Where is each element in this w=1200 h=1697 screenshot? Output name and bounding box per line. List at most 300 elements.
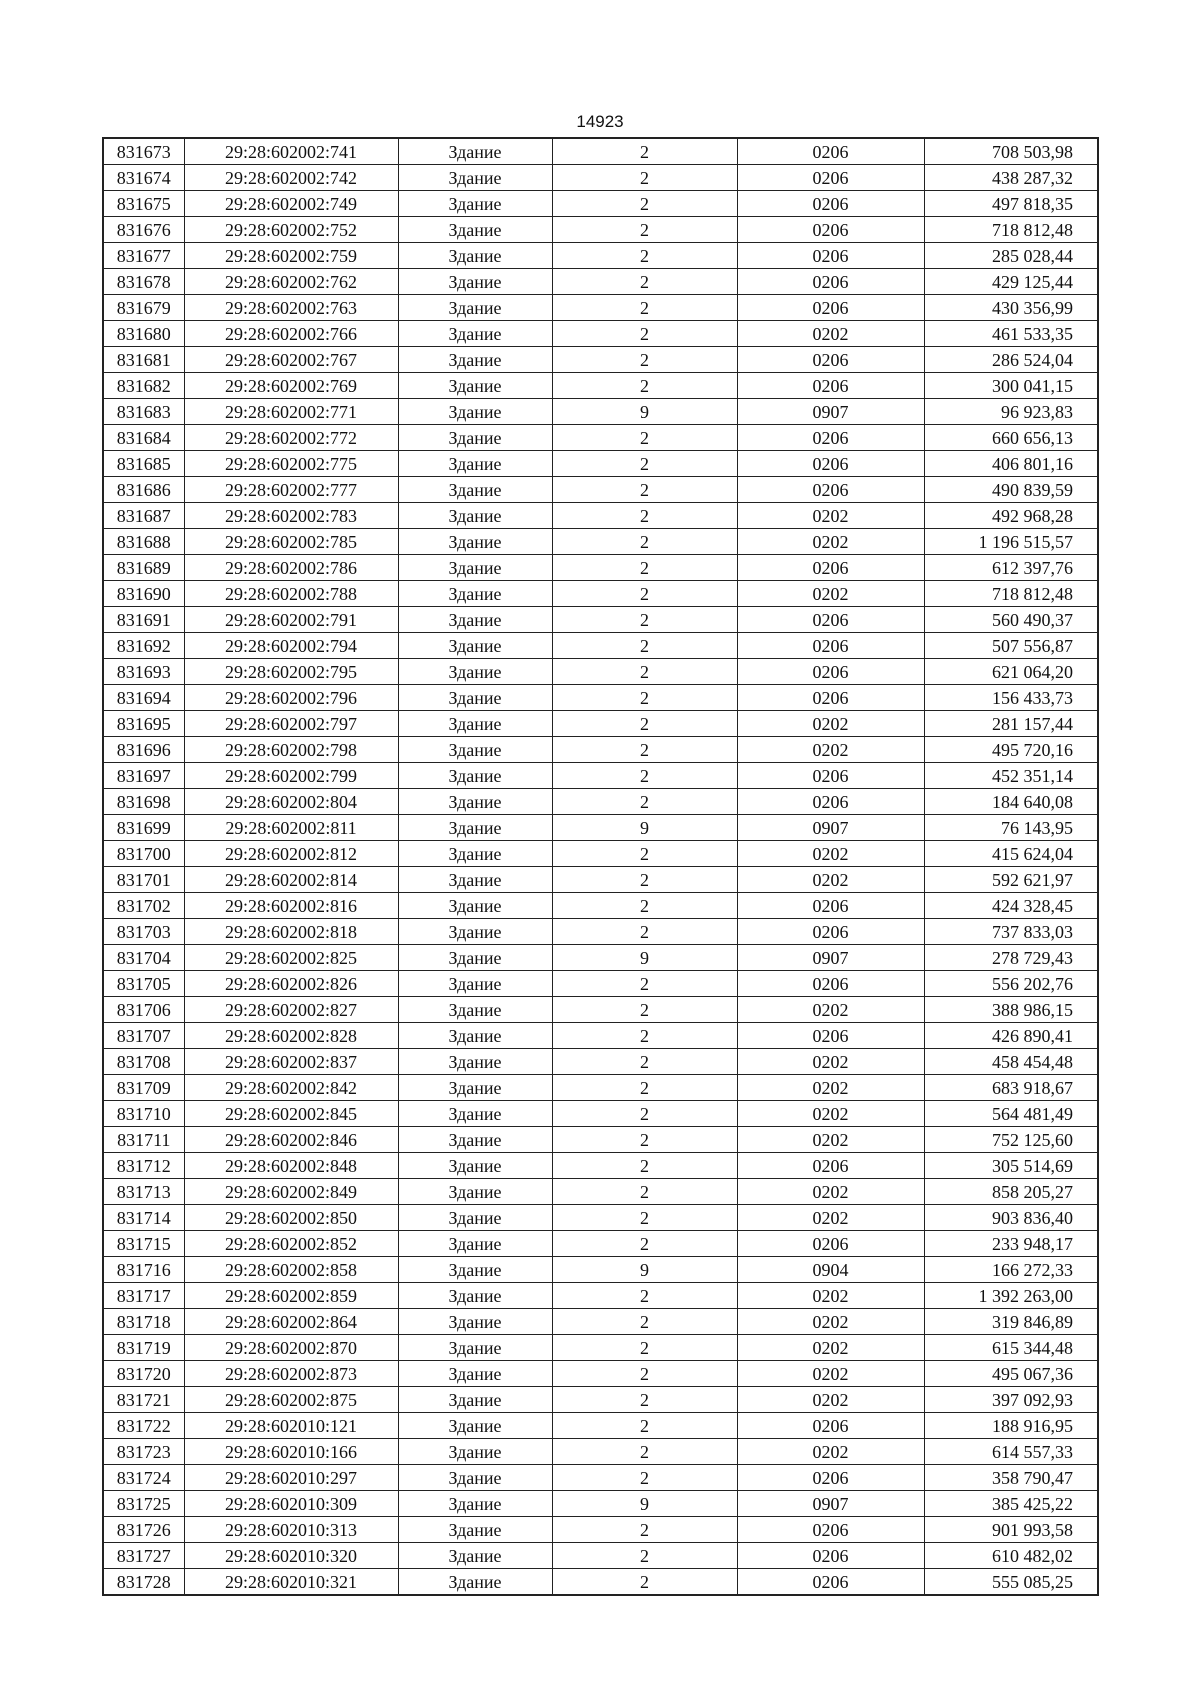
- cadastral-value-cell: 901 993,58: [924, 1517, 1098, 1543]
- group-code-cell: 2: [552, 711, 737, 737]
- subgroup-code-cell: 0907: [737, 815, 924, 841]
- row-number-cell: 831723: [103, 1439, 184, 1465]
- row-number-cell: 831688: [103, 529, 184, 555]
- table-row: [103, 477, 1098, 503]
- object-type-cell: Здание: [398, 737, 552, 763]
- cadastral-value-cell: 285 028,44: [924, 243, 1098, 269]
- row-number-cell: 831679: [103, 295, 184, 321]
- object-type-cell: Здание: [398, 893, 552, 919]
- subgroup-code-cell: 0904: [737, 1257, 924, 1283]
- object-type-cell: Здание: [398, 815, 552, 841]
- group-code-cell: 2: [552, 451, 737, 477]
- cadastral-number-cell: 29:28:602002:828: [184, 1023, 398, 1049]
- table-row: [103, 711, 1098, 737]
- cadastral-value-cell: 429 125,44: [924, 269, 1098, 295]
- object-type-cell: Здание: [398, 945, 552, 971]
- cadastral-number-cell: 29:28:602002:771: [184, 399, 398, 425]
- cadastral-number-cell: 29:28:602002:850: [184, 1205, 398, 1231]
- row-number-cell: 831727: [103, 1543, 184, 1569]
- group-code-cell: 2: [552, 1517, 737, 1543]
- table-row: [103, 1283, 1098, 1309]
- row-number-cell: 831695: [103, 711, 184, 737]
- object-type-cell: Здание: [398, 399, 552, 425]
- group-code-cell: 2: [552, 685, 737, 711]
- subgroup-code-cell: 0206: [737, 789, 924, 815]
- table-row: [103, 1075, 1098, 1101]
- subgroup-code-cell: 0206: [737, 1465, 924, 1491]
- object-type-cell: Здание: [398, 659, 552, 685]
- group-code-cell: 2: [552, 321, 737, 347]
- cadastral-number-cell: 29:28:602002:763: [184, 295, 398, 321]
- cadastral-number-cell: 29:28:602002:783: [184, 503, 398, 529]
- cadastral-value-cell: 385 425,22: [924, 1491, 1098, 1517]
- cadastral-number-cell: 29:28:602002:749: [184, 191, 398, 217]
- object-type-cell: Здание: [398, 919, 552, 945]
- cadastral-number-cell: 29:28:602002:859: [184, 1283, 398, 1309]
- group-code-cell: 2: [552, 893, 737, 919]
- cadastral-number-cell: 29:28:602010:121: [184, 1413, 398, 1439]
- cadastral-number-cell: 29:28:602002:804: [184, 789, 398, 815]
- table-row: [103, 815, 1098, 841]
- table-row: [103, 529, 1098, 555]
- table-row: [103, 919, 1098, 945]
- group-code-cell: 2: [552, 841, 737, 867]
- subgroup-code-cell: 0206: [737, 217, 924, 243]
- row-number-cell: 831702: [103, 893, 184, 919]
- object-type-cell: Здание: [398, 1569, 552, 1596]
- cadastral-number-cell: 29:28:602002:826: [184, 971, 398, 997]
- group-code-cell: 2: [552, 1231, 737, 1257]
- group-code-cell: 9: [552, 399, 737, 425]
- object-type-cell: Здание: [398, 1075, 552, 1101]
- cadastral-number-cell: 29:28:602002:873: [184, 1361, 398, 1387]
- group-code-cell: 2: [552, 1179, 737, 1205]
- cadastral-number-cell: 29:28:602002:825: [184, 945, 398, 971]
- group-code-cell: 2: [552, 789, 737, 815]
- group-code-cell: 2: [552, 1101, 737, 1127]
- group-code-cell: 2: [552, 1413, 737, 1439]
- group-code-cell: 9: [552, 1491, 737, 1517]
- row-number-cell: 831700: [103, 841, 184, 867]
- object-type-cell: Здание: [398, 685, 552, 711]
- subgroup-code-cell: 0206: [737, 269, 924, 295]
- table-row: [103, 1569, 1098, 1596]
- cadastral-value-cell: 492 968,28: [924, 503, 1098, 529]
- subgroup-code-cell: 0907: [737, 945, 924, 971]
- cadastral-value-cell: 556 202,76: [924, 971, 1098, 997]
- cadastral-value-cell: 358 790,47: [924, 1465, 1098, 1491]
- cadastral-value-cell: 430 356,99: [924, 295, 1098, 321]
- object-type-cell: Здание: [398, 971, 552, 997]
- cadastral-value-cell: 621 064,20: [924, 659, 1098, 685]
- table-row: [103, 841, 1098, 867]
- table-row: [103, 763, 1098, 789]
- group-code-cell: 2: [552, 763, 737, 789]
- subgroup-code-cell: 0206: [737, 295, 924, 321]
- table-row: [103, 373, 1098, 399]
- cadastral-value-cell: 560 490,37: [924, 607, 1098, 633]
- cadastral-value-cell: 1 196 515,57: [924, 529, 1098, 555]
- cadastral-number-cell: 29:28:602002:795: [184, 659, 398, 685]
- object-type-cell: Здание: [398, 997, 552, 1023]
- cadastral-value-table: [102, 137, 1099, 1596]
- subgroup-code-cell: 0206: [737, 165, 924, 191]
- row-number-cell: 831678: [103, 269, 184, 295]
- subgroup-code-cell: 0202: [737, 1049, 924, 1075]
- row-number-cell: 831677: [103, 243, 184, 269]
- row-number-cell: 831704: [103, 945, 184, 971]
- cadastral-number-cell: 29:28:602002:796: [184, 685, 398, 711]
- cadastral-value-cell: 415 624,04: [924, 841, 1098, 867]
- group-code-cell: 2: [552, 477, 737, 503]
- subgroup-code-cell: 0202: [737, 581, 924, 607]
- object-type-cell: Здание: [398, 711, 552, 737]
- object-type-cell: Здание: [398, 607, 552, 633]
- group-code-cell: 2: [552, 1569, 737, 1596]
- row-number-cell: 831673: [103, 138, 184, 165]
- row-number-cell: 831686: [103, 477, 184, 503]
- object-type-cell: Здание: [398, 1205, 552, 1231]
- subgroup-code-cell: 0202: [737, 503, 924, 529]
- group-code-cell: 2: [552, 191, 737, 217]
- table-row: [103, 997, 1098, 1023]
- cadastral-number-cell: 29:28:602010:320: [184, 1543, 398, 1569]
- object-type-cell: Здание: [398, 1127, 552, 1153]
- row-number-cell: 831685: [103, 451, 184, 477]
- table-row: [103, 1231, 1098, 1257]
- cadastral-number-cell: 29:28:602002:788: [184, 581, 398, 607]
- table-row: [103, 191, 1098, 217]
- table-row: [103, 685, 1098, 711]
- cadastral-value-cell: 708 503,98: [924, 138, 1098, 165]
- subgroup-code-cell: 0202: [737, 1387, 924, 1413]
- cadastral-number-cell: 29:28:602002:762: [184, 269, 398, 295]
- group-code-cell: 2: [552, 1387, 737, 1413]
- group-code-cell: 2: [552, 425, 737, 451]
- cadastral-number-cell: 29:28:602002:852: [184, 1231, 398, 1257]
- subgroup-code-cell: 0202: [737, 841, 924, 867]
- cadastral-number-cell: 29:28:602002:842: [184, 1075, 398, 1101]
- cadastral-number-cell: 29:28:602002:786: [184, 555, 398, 581]
- group-code-cell: 2: [552, 138, 737, 165]
- cadastral-value-cell: 495 067,36: [924, 1361, 1098, 1387]
- cadastral-number-cell: 29:28:602010:321: [184, 1569, 398, 1596]
- row-number-cell: 831706: [103, 997, 184, 1023]
- cadastral-value-cell: 737 833,03: [924, 919, 1098, 945]
- object-type-cell: Здание: [398, 217, 552, 243]
- subgroup-code-cell: 0202: [737, 1335, 924, 1361]
- cadastral-value-cell: 406 801,16: [924, 451, 1098, 477]
- cadastral-value-cell: 461 533,35: [924, 321, 1098, 347]
- group-code-cell: 2: [552, 555, 737, 581]
- cadastral-number-cell: 29:28:602002:752: [184, 217, 398, 243]
- object-type-cell: Здание: [398, 1413, 552, 1439]
- cadastral-number-cell: 29:28:602010:166: [184, 1439, 398, 1465]
- row-number-cell: 831728: [103, 1569, 184, 1596]
- cadastral-number-cell: 29:28:602002:759: [184, 243, 398, 269]
- object-type-cell: Здание: [398, 165, 552, 191]
- cadastral-value-cell: 903 836,40: [924, 1205, 1098, 1231]
- object-type-cell: Здание: [398, 581, 552, 607]
- cadastral-value-cell: 752 125,60: [924, 1127, 1098, 1153]
- page-number: 14923: [576, 112, 624, 131]
- cadastral-value-cell: 96 923,83: [924, 399, 1098, 425]
- cadastral-value-cell: 438 287,32: [924, 165, 1098, 191]
- subgroup-code-cell: 0202: [737, 1439, 924, 1465]
- row-number-cell: 831696: [103, 737, 184, 763]
- table-row: [103, 503, 1098, 529]
- row-number-cell: 831703: [103, 919, 184, 945]
- table-row: [103, 1101, 1098, 1127]
- table-row: [103, 893, 1098, 919]
- subgroup-code-cell: 0202: [737, 1075, 924, 1101]
- row-number-cell: 831705: [103, 971, 184, 997]
- subgroup-code-cell: 0202: [737, 737, 924, 763]
- table-row: [103, 945, 1098, 971]
- table-row: [103, 347, 1098, 373]
- table-row: [103, 581, 1098, 607]
- row-number-cell: 831722: [103, 1413, 184, 1439]
- subgroup-code-cell: 0206: [737, 685, 924, 711]
- cadastral-number-cell: 29:28:602002:798: [184, 737, 398, 763]
- cadastral-value-cell: 497 818,35: [924, 191, 1098, 217]
- table-row: [103, 1439, 1098, 1465]
- row-number-cell: 831724: [103, 1465, 184, 1491]
- object-type-cell: Здание: [398, 555, 552, 581]
- group-code-cell: 2: [552, 607, 737, 633]
- subgroup-code-cell: 0907: [737, 399, 924, 425]
- table-row: [103, 1153, 1098, 1179]
- object-type-cell: Здание: [398, 1153, 552, 1179]
- object-type-cell: Здание: [398, 1517, 552, 1543]
- row-number-cell: 831675: [103, 191, 184, 217]
- group-code-cell: 2: [552, 347, 737, 373]
- table-row: [103, 633, 1098, 659]
- row-number-cell: 831687: [103, 503, 184, 529]
- row-number-cell: 831689: [103, 555, 184, 581]
- subgroup-code-cell: 0202: [737, 711, 924, 737]
- object-type-cell: Здание: [398, 529, 552, 555]
- object-type-cell: Здание: [398, 373, 552, 399]
- table-row: [103, 425, 1098, 451]
- subgroup-code-cell: 0206: [737, 1023, 924, 1049]
- table-row: [103, 867, 1098, 893]
- table-row: [103, 451, 1098, 477]
- row-number-cell: 831713: [103, 1179, 184, 1205]
- cadastral-number-cell: 29:28:602002:811: [184, 815, 398, 841]
- table-body: [103, 138, 1098, 1595]
- row-number-cell: 831707: [103, 1023, 184, 1049]
- row-number-cell: 831725: [103, 1491, 184, 1517]
- group-code-cell: 2: [552, 1075, 737, 1101]
- cadastral-number-cell: 29:28:602002:875: [184, 1387, 398, 1413]
- subgroup-code-cell: 0206: [737, 1413, 924, 1439]
- object-type-cell: Здание: [398, 425, 552, 451]
- cadastral-number-cell: 29:28:602002:794: [184, 633, 398, 659]
- table-row: [103, 1205, 1098, 1231]
- cadastral-value-cell: 76 143,95: [924, 815, 1098, 841]
- subgroup-code-cell: 0206: [737, 1231, 924, 1257]
- cadastral-value-cell: 614 557,33: [924, 1439, 1098, 1465]
- cadastral-value-cell: 184 640,08: [924, 789, 1098, 815]
- group-code-cell: 9: [552, 1257, 737, 1283]
- group-code-cell: 2: [552, 1309, 737, 1335]
- table-row: [103, 217, 1098, 243]
- object-type-cell: Здание: [398, 1387, 552, 1413]
- row-number-cell: 831710: [103, 1101, 184, 1127]
- table-row: [103, 737, 1098, 763]
- row-number-cell: 831697: [103, 763, 184, 789]
- row-number-cell: 831682: [103, 373, 184, 399]
- cadastral-value-cell: 592 621,97: [924, 867, 1098, 893]
- cadastral-value-cell: 507 556,87: [924, 633, 1098, 659]
- row-number-cell: 831726: [103, 1517, 184, 1543]
- subgroup-code-cell: 0202: [737, 867, 924, 893]
- table-row: [103, 1049, 1098, 1075]
- cadastral-number-cell: 29:28:602002:742: [184, 165, 398, 191]
- group-code-cell: 2: [552, 1205, 737, 1231]
- object-type-cell: Здание: [398, 1491, 552, 1517]
- subgroup-code-cell: 0206: [737, 659, 924, 685]
- object-type-cell: Здание: [398, 1023, 552, 1049]
- object-type-cell: Здание: [398, 1231, 552, 1257]
- cadastral-value-cell: 612 397,76: [924, 555, 1098, 581]
- cadastral-number-cell: 29:28:602010:309: [184, 1491, 398, 1517]
- row-number-cell: 831711: [103, 1127, 184, 1153]
- row-number-cell: 831701: [103, 867, 184, 893]
- cadastral-number-cell: 29:28:602002:848: [184, 1153, 398, 1179]
- table-row: [103, 1127, 1098, 1153]
- group-code-cell: 2: [552, 1023, 737, 1049]
- object-type-cell: Здание: [398, 633, 552, 659]
- object-type-cell: Здание: [398, 295, 552, 321]
- row-number-cell: 831676: [103, 217, 184, 243]
- group-code-cell: 2: [552, 217, 737, 243]
- cadastral-number-cell: 29:28:602002:846: [184, 1127, 398, 1153]
- group-code-cell: 2: [552, 919, 737, 945]
- row-number-cell: 831714: [103, 1205, 184, 1231]
- cadastral-number-cell: 29:28:602002:816: [184, 893, 398, 919]
- subgroup-code-cell: 0206: [737, 919, 924, 945]
- group-code-cell: 2: [552, 633, 737, 659]
- subgroup-code-cell: 0206: [737, 243, 924, 269]
- cadastral-number-cell: 29:28:602002:769: [184, 373, 398, 399]
- object-type-cell: Здание: [398, 243, 552, 269]
- subgroup-code-cell: 0206: [737, 763, 924, 789]
- group-code-cell: 2: [552, 1543, 737, 1569]
- cadastral-value-cell: 156 433,73: [924, 685, 1098, 711]
- row-number-cell: 831718: [103, 1309, 184, 1335]
- cadastral-number-cell: 29:28:602002:864: [184, 1309, 398, 1335]
- table-row: [103, 1517, 1098, 1543]
- group-code-cell: 2: [552, 295, 737, 321]
- row-number-cell: 831719: [103, 1335, 184, 1361]
- subgroup-code-cell: 0206: [737, 1569, 924, 1596]
- cadastral-number-cell: 29:28:602002:845: [184, 1101, 398, 1127]
- cadastral-number-cell: 29:28:602002:818: [184, 919, 398, 945]
- table-row: [103, 1257, 1098, 1283]
- cadastral-value-cell: 660 656,13: [924, 425, 1098, 451]
- cadastral-value-cell: 452 351,14: [924, 763, 1098, 789]
- cadastral-number-cell: 29:28:602002:741: [184, 138, 398, 165]
- object-type-cell: Здание: [398, 1439, 552, 1465]
- subgroup-code-cell: 0206: [737, 555, 924, 581]
- cadastral-value-cell: 278 729,43: [924, 945, 1098, 971]
- object-type-cell: Здание: [398, 1101, 552, 1127]
- table-row: [103, 243, 1098, 269]
- cadastral-number-cell: 29:28:602002:775: [184, 451, 398, 477]
- cadastral-value-cell: 555 085,25: [924, 1569, 1098, 1596]
- subgroup-code-cell: 0202: [737, 1179, 924, 1205]
- object-type-cell: Здание: [398, 347, 552, 373]
- row-number-cell: 831712: [103, 1153, 184, 1179]
- table-row: [103, 789, 1098, 815]
- cadastral-value-cell: 319 846,89: [924, 1309, 1098, 1335]
- cadastral-number-cell: 29:28:602002:791: [184, 607, 398, 633]
- cadastral-number-cell: 29:28:602002:814: [184, 867, 398, 893]
- cadastral-number-cell: 29:28:602002:849: [184, 1179, 398, 1205]
- cadastral-value-cell: 858 205,27: [924, 1179, 1098, 1205]
- cadastral-number-cell: 29:28:602002:837: [184, 1049, 398, 1075]
- subgroup-code-cell: 0206: [737, 425, 924, 451]
- object-type-cell: Здание: [398, 789, 552, 815]
- object-type-cell: Здание: [398, 321, 552, 347]
- subgroup-code-cell: 0202: [737, 997, 924, 1023]
- table-row: [103, 1491, 1098, 1517]
- group-code-cell: 2: [552, 1283, 737, 1309]
- subgroup-code-cell: 0202: [737, 1127, 924, 1153]
- group-code-cell: 2: [552, 503, 737, 529]
- table-row: [103, 1179, 1098, 1205]
- cadastral-value-cell: 166 272,33: [924, 1257, 1098, 1283]
- table-row: [103, 1387, 1098, 1413]
- cadastral-value-cell: 281 157,44: [924, 711, 1098, 737]
- cadastral-value-cell: 610 482,02: [924, 1543, 1098, 1569]
- subgroup-code-cell: 0202: [737, 529, 924, 555]
- group-code-cell: 2: [552, 581, 737, 607]
- row-number-cell: 831720: [103, 1361, 184, 1387]
- cadastral-value-cell: 424 328,45: [924, 893, 1098, 919]
- subgroup-code-cell: 0206: [737, 971, 924, 997]
- group-code-cell: 2: [552, 867, 737, 893]
- cadastral-number-cell: 29:28:602002:772: [184, 425, 398, 451]
- cadastral-value-cell: 426 890,41: [924, 1023, 1098, 1049]
- subgroup-code-cell: 0202: [737, 1361, 924, 1387]
- cadastral-number-cell: 29:28:602002:858: [184, 1257, 398, 1283]
- group-code-cell: 2: [552, 1127, 737, 1153]
- table-row: [103, 1543, 1098, 1569]
- row-number-cell: 831692: [103, 633, 184, 659]
- cadastral-number-cell: 29:28:602010:297: [184, 1465, 398, 1491]
- row-number-cell: 831721: [103, 1387, 184, 1413]
- table-row: [103, 1361, 1098, 1387]
- table-row: [103, 138, 1098, 165]
- object-type-cell: Здание: [398, 191, 552, 217]
- subgroup-code-cell: 0206: [737, 191, 924, 217]
- object-type-cell: Здание: [398, 1309, 552, 1335]
- cadastral-number-cell: 29:28:602002:785: [184, 529, 398, 555]
- subgroup-code-cell: 0202: [737, 1101, 924, 1127]
- table-row: [103, 399, 1098, 425]
- subgroup-code-cell: 0202: [737, 321, 924, 347]
- table-row: [103, 659, 1098, 685]
- cadastral-value-cell: 458 454,48: [924, 1049, 1098, 1075]
- object-type-cell: Здание: [398, 1257, 552, 1283]
- row-number-cell: 831684: [103, 425, 184, 451]
- cadastral-number-cell: 29:28:602002:812: [184, 841, 398, 867]
- subgroup-code-cell: 0206: [737, 1517, 924, 1543]
- object-type-cell: Здание: [398, 1465, 552, 1491]
